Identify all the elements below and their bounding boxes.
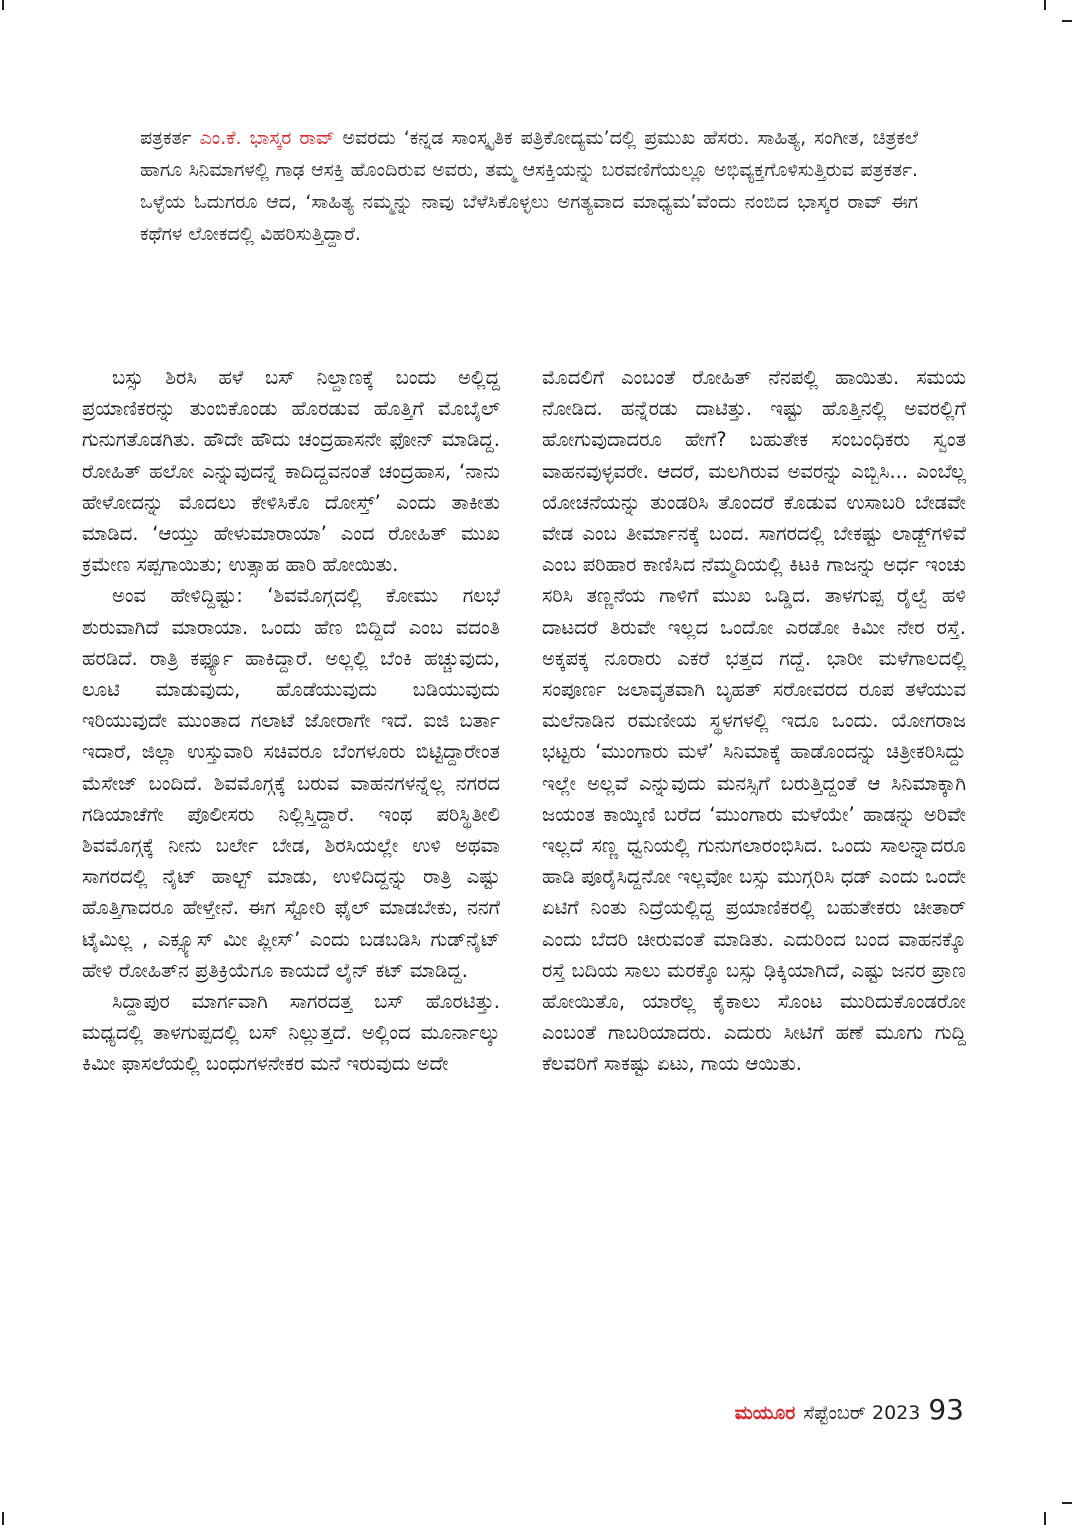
paragraph-left-3: ಸಿದ್ದಾಪುರ ಮಾರ್ಗವಾಗಿ ಸಾಗರದತ್ತ ಬಸ್ ಹೊರಟಿತ್ತು. ಮಧ್ಯದಲ್ಲಿ ತಾಳಗುಪ್ಪದಲ್ಲಿ ಬಸ್ ನಿಲ್ಲುತ್ತದೆ. ಅಲ್ಲಿಂದ ಮೂರ್ನಾಲ್ಕು ಕಿಮೀ ಫಾಸಲೆಯಲ್ಲಿ ಬಂಧುಗಳನೇಕರ ಮನೆ ಇರುವುದು ಅದೇ (82, 990, 500, 1076)
issue-date: ಸೆಪ್ಟೆಂಬರ್ 2023 (803, 1402, 921, 1424)
paragraph-right-1: ಮೊದಲಿಗೆ ಎಂಬಂತೆ ರೋಹಿತ್ ನೆನಪಲ್ಲಿ ಹಾಯಿತು. ಸಮಯ ನೋಡಿದ. ಹನ್ನೆರಡು ದಾಟಿತ್ತು. ಇಷ್ಟು ಹೊತ್ತಿನಲ್ಲಿ ಅವರಲ್ಲಿಗೆ ಹೋಗುವುದಾದರೂ ಹೇಗೆ? ಬಹುತೇಕ ಸಂಬಂಧಿಕರು ಸ್ವಂತ ವಾಹನವುಳ್ಳವರೇ. ಆದರೆ, ಮಲಗಿರುವ ಅವರನ್ನು ಎಬ್ಬಿಸಿ... ಎಂಬೆಲ್ಲ ಯೋಚನೆಯನ್ನು ತುಂಡರಿಸಿ ತೊಂದರೆ ಕೊಡುವ ಉಸಾಬರಿ ಬೇಡವೇ ವೇಡ ಎಂಬ ತೀರ್ಮಾನಕ್ಕೆ ಬಂದ. ಸಾಗರದಲ್ಲಿ ಬೇಕಷ್ಟು ಲಾಡ್ಜ್‌ಗಳಿವೆ ಎಂಬ ಪರಿಹಾರ ಕಾಣಿಸಿದ ನೆಮ್ಮದಿಯಲ್ಲಿ ಕಿಟಕಿ ಗಾಜನ್ನು ಅರ್ಧ ಇಂಚು ಸರಿಸಿ ತಣ್ಣನೆಯ ಗಾಳಿಗೆ ಮುಖ ಒಡ್ಡಿದ. ತಾಳಗುಪ್ಪ ರೈಲ್ವೆ ಹಳಿ ದಾಟದರೆ ತಿರುವೇ ಇಲ್ಲದ ಒಂದೋ ಎರಡೋ ಕಿಮೀ ನೇರ ರಸ್ತೆ. ಅಕ್ಕಪಕ್ಕ ನೂರಾರು ಎಕರೆ ಭತ್ತದ ಗದ್ದೆ. ಭಾರೀ ಮಳೆಗಾಲದಲ್ಲಿ ಸಂಪೂರ್ಣ ಜಲಾವೃತವಾಗಿ ಬೃಹತ್ ಸರೋವರದ ರೂಪ ತಳೆಯುವ ಮಲೆನಾಡಿನ ರಮಣೀಯ ಸ್ಥಳಗಳಲ್ಲಿ ಇದೂ ಒಂದು. ಯೋಗರಾಜ ಭಟ್ಟರು ‘ಮುಂಗಾರು ಮಳೆ’ ಸಿನಿಮಾಕ್ಕೆ ಹಾಡೊಂದನ್ನು ಚಿತ್ರೀಕರಿಸಿದ್ದು ಇಲ್ಲೇ ಅಲ್ಲವೆ ಎನ್ನುವುದು ಮನಸ್ಸಿಗೆ ಬರುತ್ತಿದ್ದಂತೆ ಆ ಸಿನಿಮಾಕ್ಕಾಗಿ ಜಯಂತ ಕಾಯ್ಕಿಣಿ ಬರೆದ ‘ಮುಂಗಾರು ಮಳೆಯೇ’ ಹಾಡನ್ನು ಅರಿವೇ ಇಲ್ಲದೆ ಸಣ್ಣ ಧ್ವನಿಯಲ್ಲಿ ಗುನುಗಲಾರಂಭಿಸಿದ. ಒಂದು ಸಾಲನ್ನಾದರೂ ಹಾಡಿ ಪೂರೈಸಿದ್ದನೋ ಇಲ್ಲವೋ ಬಸ್ಸು ಮುಗ್ಗರಿಸಿ ಧಡ್ ಎಂದು ಒಂದೇ ಏಟಿಗೆ ನಿಂತು ನಿದ್ರೆಯಲ್ಲಿದ್ದ ಪ್ರಯಾಣಿಕರಲ್ಲಿ ಬಹುತೇಕರು ಚೀತಾರ್ ಎಂದು ಬೆದರಿ ಚೀರುವಂತೆ ಮಾಡಿತು. ಎದುರಿಂದ ಬಂದ ವಾಹನಕ್ಕೊ ರಸ್ತೆ ಬದಿಯ ಸಾಲು ಮರಕ್ಕೊ ಬಸ್ಸು ಢಿಕ್ಕಿಯಾಗಿದೆ, ಎಷ್ಟು ಜನರ ಪ್ರಾಣ ಹೋಯಿತೊ, ಯಾರೆಲ್ಲ ಕೈಕಾಲು ಸೊಂಟ ಮುರಿದುಕೊಂಡರೋ ಎಂಬಂತೆ ಗಾಬರಿಯಾದರು. ಎದುರು ಸೀಟಿಗೆ ಹಣೆ ಮೂಗು ಗುದ್ದಿ ಕೆಲವರಿಗೆ ಸಾಕಷ್ಟು ಏಟು, ಗಾಯ ಆಯಿತು. (542, 366, 966, 1076)
author-intro (140, 122, 918, 250)
paragraph-left-2: ಅಂವ ಹೇಳಿದ್ದಿಷ್ಟು: ‘ಶಿವಮೊಗ್ಗದಲ್ಲಿ ಕೋಮು ಗಲಭೆ ಶುರುವಾಗಿದೆ ಮಾರಾಯಾ. ಒಂದು ಹೆಣ ಬಿದ್ದಿದೆ ಎಂಬ ವದಂತಿ ಹರಡಿದೆ. ರಾತ್ರಿ ಕರ್ಫ್ಯೂ ಹಾಕಿದ್ದಾರೆ. ಅಲ್ಲಲ್ಲಿ ಬೆಂಕಿ ಹಚ್ಚುವುದು, ಲೂಟಿ ಮಾಡುವುದು, ಹೊಡೆಯುವುದು ಬಡಿಯುವುದು ಇರಿಯುವುದೇ ಮುಂತಾದ ಗಲಾಟೆ ಜೋರಾಗೇ ಇದೆ. ಐಜಿ ಬರ್ತಾ ಇದಾರೆ, ಜಿಲ್ಲಾ ಉಸ್ತುವಾರಿ ಸಚಿವರೂ ಬೆಂಗಳೂರು ಬಿಟ್ಟಿದ್ದಾರೇಂತ ಮೆಸೇಜ್ ಬಂದಿದೆ. ಶಿವಮೊಗ್ಗಕ್ಕೆ ಬರುವ ವಾಹನಗಳನ್ನೆಲ್ಲ ನಗರದ ಗಡಿಯಾಚೆಗೇ ಪೊಲೀಸರು ನಿಲ್ಲಿಸ್ತಿದ್ದಾರೆ. ಇಂಥ ಪರಿಸ್ಥಿತೀಲಿ ಶಿವಮೊಗ್ಗಕ್ಕೆ ನೀನು ಬರ್ಲೇ ಬೇಡ, ಶಿರಸಿಯಲ್ಲೇ ಉಳಿ ಅಥವಾ ಸಾಗರದಲ್ಲಿ ನೈಟ್ ಹಾಲ್ಟ್ ಮಾಡು, ಉಳಿದಿದ್ದನ್ನು ರಾತ್ರಿ ಎಷ್ಟು ಹೊತ್ತಿಗಾದರೂ ಹೇಳ್ತೇನೆ. ಈಗ ಸ್ಟೋರಿ ಫೈಲ್ ಮಾಡಬೇಕು, ನನಗೆ ಟೈಮಿಲ್ಲ , ಎಕ್ಸ್ಯೂಸ್ ಮೀ ಪ್ಲೀಸ್’ ಎಂದು ಬಡಬಡಿಸಿ ಗುಡ್‌ನೈಟ್ ಹೇಳಿ ರೋಹಿತ್‌ನ ಪ್ರತಿಕ್ರಿಯೆಗೂ ಕಾಯದೆ ಲೈನ್ ಕಟ್ ಮಾಡಿದ್ದ. (82, 584, 500, 982)
crop-mark-bottom-right (1044, 1512, 1046, 1525)
crop-mark-bottom-right-horizontal (1062, 1502, 1072, 1504)
paragraph-left-1: ಬಸ್ಸು ಶಿರಸಿ ಹಳೆ ಬಸ್ ನಿಲ್ದಾಣಕ್ಕೆ ಬಂದು ಅಲ್ಲಿದ್ದ ಪ್ರಯಾಣಿಕರನ್ನು ತುಂಬಿಕೊಂಡು ಹೊರಡುವ ಹೊತ್ತಿಗೆ ಮೊಬೈಲ್ ಗುನುಗತೊಡಗಿತು. ಹೌದೇ ಹೌದು ಚಂದ್ರಹಾಸನೇ ಫೋನ್ ಮಾಡಿದ್ದ. ರೋಹಿತ್ ಹಲೋ ಎನ್ನುವುದನ್ನೆ ಕಾದಿದ್ದವನಂತೆ ಚಂದ್ರಹಾಸ, ‘ನಾನು ಹೇಳೋದನ್ನು ಮೊದಲು ಕೇಳಿಸಿಕೊ ದೋಸ್ತ್’ ಎಂದು ತಾಕೀತು ಮಾಡಿದ. ‘ಆಯ್ತು ಹೇಳುಮಾರಾಯಾ’ ಎಂದ ರೋಹಿತ್ ಮುಖ ಕ್ರಮೇಣ ಸಪ್ಪಗಾಯಿತು; ಉತ್ಸಾಹ ಹಾರಿ ಹೋಯಿತು. (82, 366, 500, 577)
intro-text: ಅವರದು ‘ಕನ್ನಡ ಸಾಂಸ್ಕೃತಿಕ ಪತ್ರಿಕೋದ್ಯಮ’ದಲ್ಲಿ ಪ್ರಮುಖ ಹೆಸರು. ಸಾಹಿತ್ಯ, ಸಂಗೀತ, ಚಿತ್ರಕಲೆ ಹಾಗೂ ಸಿನಿಮಾಗಳಲ್ಲಿ ಗಾಢ ಆಸಕ್ತಿ ಹೊಂದಿರುವ ಅವರು, ತಮ್ಮ ಆಸಕ್ತಿಯನ್ನು ಬರವಣಿಗೆಯಲ್ಲೂ ಅಭಿವ್ಯಕ್ತಗೊಳಿಸುತ್ತಿರುವ ಪತ್ರಕರ್ತ. ಒಳ್ಳೆಯ ಓದುಗರೂ ಆದ, ‘ಸಾಹಿತ್ಯ ನಮ್ಮನ್ನು ನಾವು ಬೆಳೆಸಿಕೊಳ್ಳಲು ಅಗತ್ಯವಾದ ಮಾಧ್ಯಮ’ವೆಂದು ನಂಬಿದ ಭಾಸ್ಕರ ರಾವ್ ಈಗ ಕಥೆಗಳ ಲೋಕದಲ್ಲಿ ವಿಹರಿಸುತ್ತಿದ್ದಾರೆ. (140, 127, 918, 245)
crop-mark-top-right (1044, 0, 1046, 10)
intro-prefix: ಪತ್ರಕರ್ತ (140, 127, 200, 149)
crop-mark-top-right-horizontal (1062, 20, 1072, 22)
page-footer (735, 1393, 964, 1429)
author-name: ಎಂ.ಕೆ. ಭಾಸ್ಕರ ರಾವ್ (199, 127, 335, 149)
page-number: 93 (928, 1393, 964, 1426)
crop-mark-top-left (2, 0, 4, 10)
crop-mark-bottom-left (2, 1512, 4, 1525)
article-column-right (542, 362, 966, 1080)
magazine-name: ಮಯೂರ (734, 1402, 796, 1424)
article-column-left (82, 362, 500, 1080)
